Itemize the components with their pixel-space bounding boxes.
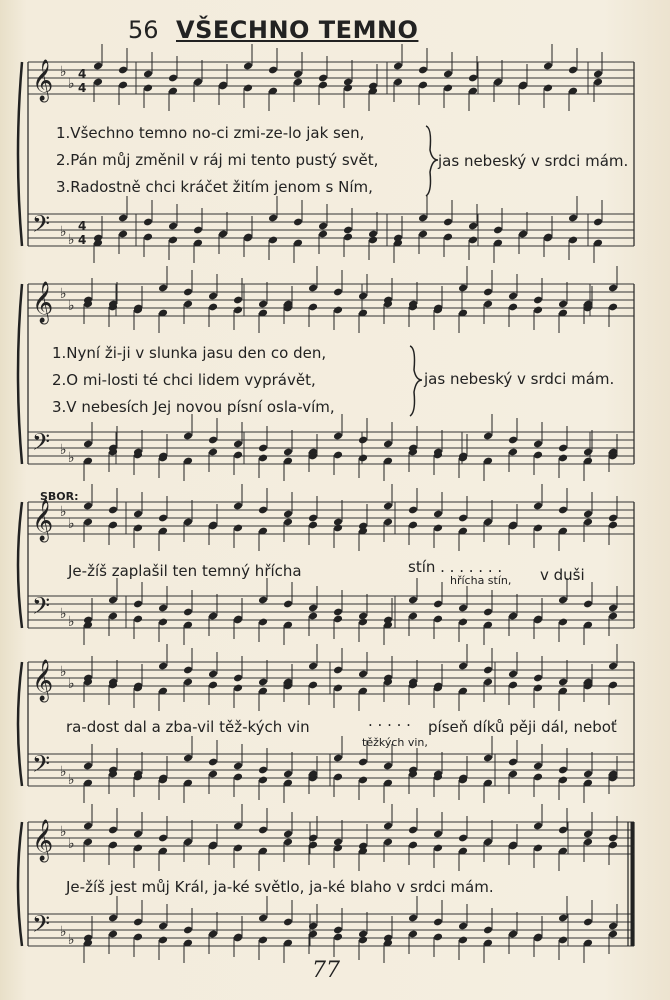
time-signature: 4 bbox=[78, 233, 87, 247]
flat-icon: ♭ bbox=[60, 504, 67, 520]
treble-clef-icon: 𝄞 bbox=[32, 820, 54, 861]
time-signature: 4 bbox=[78, 219, 87, 233]
flat-icon: ♭ bbox=[60, 606, 67, 622]
bass-clef-icon: 𝄢 bbox=[32, 428, 51, 461]
verse-brace bbox=[426, 126, 438, 196]
verse2-line2: 2.O mi-losti té chci lidem vyprávět, bbox=[52, 371, 316, 389]
bass-clef-icon: 𝄢 bbox=[32, 910, 51, 943]
flat-icon: ♭ bbox=[60, 64, 67, 80]
verse1-line1: 1.Všechno temno no-ci zmi-ze-lo jak sen, bbox=[56, 124, 365, 142]
time-signature: 4 bbox=[78, 81, 87, 95]
system-brace bbox=[18, 822, 22, 946]
chorus-line1b: stín . . . . . . . bbox=[408, 558, 503, 576]
bass-clef-icon: 𝄢 bbox=[32, 592, 51, 625]
chorus-line2b: . . . . . bbox=[368, 712, 411, 730]
chorus-label: SBOR: bbox=[40, 490, 79, 503]
flat-icon: ♭ bbox=[60, 286, 67, 302]
verse2-refrain: jas nebeský v srdci mám. bbox=[424, 370, 615, 388]
flat-icon: ♭ bbox=[68, 76, 75, 92]
bass-clef-icon: 𝄢 bbox=[32, 210, 51, 243]
chorus-line3: Je-žíš jest můj Král, ja-ké světlo, ja-ké blaho v srdci mám. bbox=[66, 878, 494, 896]
verse1-refrain: jas nebeský v srdci mám. bbox=[438, 152, 629, 170]
flat-icon: ♭ bbox=[60, 764, 67, 780]
flat-icon: ♭ bbox=[68, 298, 75, 314]
treble-clef-icon: 𝄞 bbox=[32, 500, 54, 541]
verse-brace bbox=[410, 346, 422, 416]
flat-icon: ♭ bbox=[68, 932, 75, 948]
system-brace bbox=[18, 62, 22, 246]
page-number: 77 bbox=[312, 958, 340, 983]
flat-icon: ♭ bbox=[60, 824, 67, 840]
chorus-line1c: v duši bbox=[540, 566, 585, 584]
system-brace bbox=[18, 662, 22, 786]
system-brace bbox=[18, 502, 22, 628]
flat-icon: ♭ bbox=[68, 614, 75, 630]
verse2-line3: 3.V nebesích Jej novou písní osla-vím, bbox=[52, 398, 335, 416]
flat-icon: ♭ bbox=[68, 232, 75, 248]
system-brace bbox=[18, 284, 22, 464]
treble-clef-icon: 𝄞 bbox=[32, 60, 54, 101]
bass-clef-icon: 𝄢 bbox=[32, 750, 51, 783]
chorus-line2-echo: těžkých vin, bbox=[362, 736, 428, 749]
verse1-line3: 3.Radostně chci kráčet žitím jenom s Ním, bbox=[56, 178, 373, 196]
flat-icon: ♭ bbox=[60, 924, 67, 940]
flat-icon: ♭ bbox=[68, 772, 75, 788]
chorus-line2c: píseň díků pěji dál, neboť bbox=[428, 718, 617, 736]
flat-icon: ♭ bbox=[60, 664, 67, 680]
flat-icon: ♭ bbox=[60, 224, 67, 240]
treble-clef-icon: 𝄞 bbox=[32, 282, 54, 323]
flat-icon: ♭ bbox=[68, 450, 75, 466]
chorus-line1-echo: hřícha stín, bbox=[450, 574, 512, 587]
time-signature: 4 bbox=[78, 67, 87, 81]
flat-icon: ♭ bbox=[68, 516, 75, 532]
verse2-line1: 1.Nyní ži-ji v slunka jasu den co den, bbox=[52, 344, 327, 362]
hymn-number: 56 bbox=[128, 16, 159, 44]
flat-icon: ♭ bbox=[68, 836, 75, 852]
hymn-title: VŠECHNO TEMNO bbox=[176, 16, 419, 44]
flat-icon: ♭ bbox=[68, 676, 75, 692]
treble-clef-icon: 𝄞 bbox=[32, 660, 54, 701]
flat-icon: ♭ bbox=[60, 442, 67, 458]
chorus-line1a: Je-žíš zaplašil ten temný hřícha bbox=[68, 562, 302, 580]
chorus-line2a: ra-dost dal a zba-vil těž-kých vin bbox=[66, 718, 310, 736]
verse1-line2: 2.Pán můj změnil v ráj mi tento pustý svět, bbox=[56, 151, 379, 169]
